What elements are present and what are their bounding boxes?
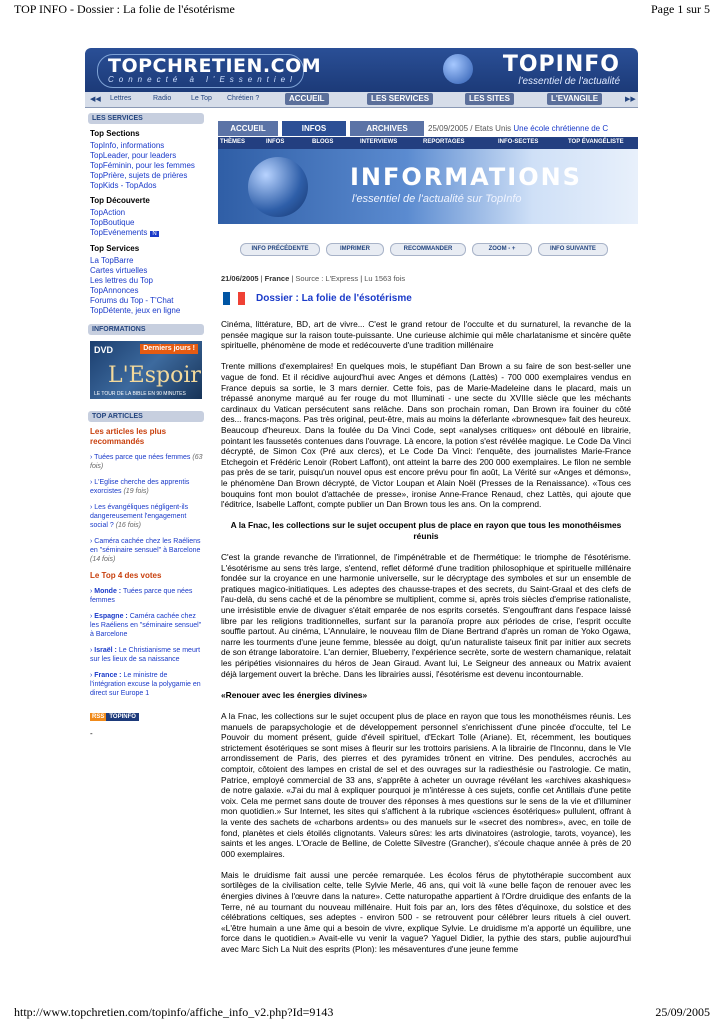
article-subheading: «Renouer avec les énergies divines» (221, 689, 368, 700)
article-paragraph: C'est la grande revanche de l'irrationnel, de l'impénétrable et de l'hermétique: le triomphe de l'ésotérisme. L'ésotérisme au sens très large, s'entend, reflet déformé d'une tradition philosophique et spirituelle millénaire fondée sur la croyance en une harmonie universelle, sur le décryptage des symboles et sur un ensemble de pratiques magico-initiatiques. Les adeptes des chausse-trapes et des secrets, du Saint-Graal et des clefs de l'au-delà, du sens caché et de la pénombre se multiplient, comme si, après trois siècles d'emprise rationaliste, une irrésistible envie de divaguer s'était emparée de nos esprits corsetés. S'engouffrant dans l'espace laissé libre par les religions traditionnelles, surfant sur la paranoïa propre aux périodes de crise, l'esprit occulte souffle partout. Au cinéma, L'Annulaire, le nouveau film de Diane Bertrand d'après un roman de Yoko Ogawa, narre les tourments d'une jeune femme, blessée au doigt, qu'un naturaliste taiseux finit par initier aux secrets de son étrange laboratoire. L'an dernier, Blueberry, l'expérience secrète, sorte de western chamanique, relatait les péripéties visionnaires du héros de Jean Giraud. Avant lui, Le Seigneur des anneaux ou Matrix avaient déjà largement ouvert la brèche. Dans les librairies aussi, l'ésotérisme est devenu incontournable. (221, 552, 631, 679)
informations-hero (218, 149, 638, 224)
subnav-reportages[interactable]: REPORTAGES (423, 139, 465, 145)
subnav-interviews[interactable]: INTERVIEWS (360, 139, 398, 145)
topinfo-tagline: l'essentiel de l'actualité (518, 76, 620, 87)
article-title: Dossier : La folie de l'ésotérisme (256, 293, 412, 304)
sidebar-link[interactable]: TopFéminin, pour les femmes (90, 161, 195, 170)
top4-text: Tuées parce que nées femmes (90, 588, 193, 604)
previous-info-button[interactable]: INFO PRÉCÉDENTE (240, 243, 320, 256)
ad-title: L'Espoir (108, 363, 201, 388)
next-info-button[interactable]: INFO SUIVANTE (538, 243, 608, 256)
ticker-headline-link[interactable]: Une école chrétienne de C (513, 124, 609, 133)
recommended-text: Les évangéliques négligent-ils dangereusement l'engagement social ? (90, 504, 189, 529)
ticker (428, 124, 608, 133)
sidebar-dash: - (90, 729, 93, 738)
nav-chretien[interactable]: Chrétien ? (227, 95, 260, 102)
article-body (221, 319, 631, 965)
recommended-title: Les articles les plus recommandés (90, 427, 167, 446)
recommended-text: Caméra cachée chez les Raéliens en "séminaire sensuel" à Barcelone (90, 538, 201, 554)
recommended-count: (63 fois) (90, 454, 203, 470)
nav-evangile-button[interactable]: L'EVANGILE (547, 93, 602, 105)
sidebar-link[interactable]: TopBoutique (90, 218, 135, 227)
nav-arrow-left-icon[interactable]: ◀◀ (90, 96, 101, 103)
top-services-title: Top Services (90, 244, 140, 253)
article-paragraph: Trente millions d'exemplaires! En quelques mois, le stupéfiant Dan Brown a su faire de son best-seller une vague de fond. Et il récidive aujourd'hui avec Anges et démons (Lattès) - 700 000 exemplaires vendus en France depuis sa sortie, le 3 mars dernier. Cette fois, pas de Marie-Madeleine dans le placard, mais un trépassé anonyme marqué au fer rouge du mot Illuminati - une secte du XVIIIe siècle que les méchants cardinaux du Vatican persécutent sans relâche. Dans son prochain roman, Dan Brown ira fouiner du côté des... francs-maçons. Pas très original, peut-être, mais au moins la déferlante «brownesque» fait des heureux. Beaucoup d'heureux. Dans la foulée du Da Vinci Code, sept «analyses critiques» ont déboulé en librairie, pointant les faussetés contenues dans l'ouvrage. Là encore, la potion s'est révélée magique. Le Code Da Vinci décrypté, de Simon Cox (Pré aux clercs), et Le Code Da Vinci: l'enquête, des journalistes Marie-France Etchegoin et Frédéric Lenoir (Robert Laffont), ont atteint la barre des 200 000 exemplaires. Le filon ne semble pas près de se tarir, puisqu'un nouvel opus est encore prévu pour fin août, La Vérité sur «Anges et démons», le phénomène Dan Brown décrypté, de Victor Loupan et Alain Noël (Presses de la Renaissance). «Tous ces bouquins font mon boulot d'attachée de presse», ironise Anne-France Renaud, chez Lattès, qui ajoute que l'éditrice, Isabelle Laffont, compte publier un Dan Brown tous les ans. On la comprend. (221, 361, 631, 510)
print-button[interactable]: IMPRIMER (326, 243, 384, 256)
article-paragraph: Cinéma, littérature, BD, art de vivre... C'est le grand retour de l'occulte et du surnaturel, la revanche de la pensée magique sur la raison toute-puissante. Une curieuse alchimie qui mêle charlatanisme et sincère quête spirituelle, phénomène de mode et redécouverte d'une tradition millénaire (221, 319, 631, 351)
nav-sites-button[interactable]: LES SITES (465, 93, 514, 105)
flag-red (238, 292, 245, 305)
list-item[interactable]: › France : Le ministre de l'intégration excuse la polygamie en direct sur Europe 1 (90, 672, 201, 697)
recommended-count: (19 fois) (123, 488, 149, 495)
top-decouverte-title: Top Découverte (90, 196, 150, 205)
article-paragraph: Mais le druidisme fait aussi une percée remarquée. Les écolos férus de phytothérapie succombent aux sortilèges de la civilisation celte, telle Sylvie Merle, 46 ans, qui voit là «une belle façon de renouer avec les énergies divines à l'œuvre dans la nature». Cette naturopathe appartient à l'Ordre druidique des enfants de la Terre, né au tournant du nouveau millénaire. Huit fois par an, lors des fêtes d'équinoxe, du solstice et des célébrations celtiques, ses adeptes - environ 500 - se retrouvent pour célébrer leurs rituels à ciel ouvert. «L'être humain a une âme qui a besoin de vivre, explique Sylvie. Le druidisme m'a apporté un équilibre, une force dans le quotidien.» Avait-elle vu venir la vague? Yaguel Didier, la pythie des stars, publie aujourd'hui avec Marc Sich La Nuit des esprits (Plon): les mésaventures d'une jeune femme (221, 869, 631, 955)
france-flag-icon (223, 292, 245, 305)
top4-text: Le ministre de l'intégration excuse la polygamie en direct sur Europe 1 (90, 672, 201, 697)
section-tabs (218, 121, 638, 137)
article-source: Source : L'Express (295, 274, 359, 283)
print-date: 25/09/2005 (655, 1005, 710, 1019)
tab-archives[interactable]: ARCHIVES (350, 121, 424, 136)
tab-accueil[interactable]: ACCUEIL (218, 121, 278, 136)
nav-lettres[interactable]: Lettres (110, 95, 132, 102)
top4-text: Le Christianisme se meurt sur les lieux de sa naissance (90, 647, 201, 663)
recommended-text: L'Eglise cherche des apprentis exorcistes (90, 479, 190, 495)
sidebar-link[interactable]: TopPrière, sujets de prières (90, 171, 188, 180)
article-paragraph: A la Fnac, les collections sur le sujet occupent plus de place en rayon que tous les monothéismes réunis. Les manuels de parapsychologie et de développement personnel s'enrichissent d'une pincée d'occulte, tel Le Pouvoir du moment présent, guide d'éveil spirituel, d'Eckart Tolle (Ariane). Et, récemment, les boutiques strictement ésotériques se sont mises à fleurir sur les trottoirs parisiens. A la librairie de l'Inconnu, dans le VIe arrondissement de Paris, des pierres et des pyramides trônent en vitrine. Des pendules, accrochés au comptoir, côtoient des lampes en cristal de sel et des ouvrages sur la radiesthésie ou l'astrologie. Ce matin, Patrice, employé commercial de 33 ans, s'apprête à acheter un ouvrage révélant les «archives akashiques» de notre galaxie. «J'ai du mal à expliquer pourquoi je m'intéresse à ces sujets, confie cet Antillais d'une petite voix. Cela me permet sans doute de trouver des réponses à mes questions sur le sens de la vie et d'illuminer mon quotidien.» Sur Internet, les sites qui s'affichent à la rubrique «sciences ésotériques» pullulent, offrant à la vente des sachets de «charbons ardents» ou des manuels sur le «secret des nombres», avec, en toile de fond, planètes et ciels étoilés clignotants. Valeurs sûres: les arts divinatoires (astrologie, tarots, voyance), les saints et les anges. L'Oracle de Belline, de Colette Silvestre (Grancher), s'écoule chaque année à près de 20 000 exemplaires. (221, 710, 631, 859)
rss-topinfo-label: TOPINFO (106, 713, 139, 721)
site-banner (85, 48, 638, 92)
top4-label: Israël : (94, 647, 117, 654)
new-badge: N (152, 231, 157, 237)
list-item[interactable]: › Tuées parce que nées femmes (63 fois) (90, 454, 203, 470)
article-reads: Lu 1563 fois (364, 274, 406, 283)
list-item[interactable]: › L'Eglise cherche des apprentis exorcistes (19 fois) (90, 479, 190, 495)
topchretien-logo-text: TOPCHRETIEN.COM (108, 55, 322, 77)
nav-arrow-right-icon[interactable]: ▶▶ (625, 96, 636, 103)
topinfo-logo[interactable] (424, 52, 624, 88)
top-sections-title: Top Sections (90, 129, 140, 138)
topchretien-tagline: Connecté à l'Essentiel (108, 75, 297, 84)
rss-topinfo-button[interactable] (90, 714, 139, 720)
nav-accueil-button[interactable]: ACCUEIL (285, 93, 329, 105)
hero-subtitle: l'essentiel de l'actualité sur TopInfo (352, 193, 522, 205)
espoir-dvd-ad[interactable] (90, 341, 202, 399)
article-country: France (264, 274, 290, 283)
subnav-blogs[interactable]: BLOGS (312, 139, 334, 145)
flag-white (230, 292, 237, 305)
ad-badge: Derniers jours ! (140, 344, 198, 354)
sidebar-link[interactable]: TopInfo, informations (90, 141, 165, 150)
list-item[interactable]: › Les évangéliques négligent-ils dangereusement l'engagement social ? (16 fois) (90, 504, 189, 529)
nav-le-top[interactable]: Le Top (191, 95, 212, 102)
sidebar-link[interactable]: TopAction (90, 208, 126, 217)
sidebar-link[interactable]: Forums du Top - T'Chat (90, 296, 174, 305)
print-title: TOP INFO - Dossier : La folie de l'ésotérisme (14, 2, 235, 16)
print-page-number: Page 1 sur 5 (651, 2, 710, 16)
list-item[interactable]: › Caméra cachée chez les Raéliens en "séminaire sensuel" à Barcelone (14 fois) (90, 538, 201, 563)
sidebar-link-topevenements[interactable] (90, 228, 204, 239)
subnav-infos[interactable]: INFOS (266, 139, 285, 145)
top4-label: Espagne : (94, 613, 128, 620)
topinfo-logo-text: TOPINFO (502, 52, 620, 77)
sidebar-link[interactable]: Les lettres du Top (90, 276, 154, 285)
print-url: http://www.topchretien.com/topinfo/affiche_info_v2.php?Id=9143 (14, 1005, 334, 1019)
recommended-count: (16 fois) (115, 522, 141, 529)
article-toolbar (240, 243, 640, 255)
subnav-top-evangeliste[interactable]: TOP ÉVANGÉLISTE (568, 139, 624, 145)
sidebar-link[interactable]: Cartes virtuelles (90, 266, 148, 275)
list-item[interactable]: › Monde : Tuées parce que nées femmes (90, 588, 193, 604)
flag-blue (223, 292, 230, 305)
ad-caption: LE TOUR DE LA BIBLE EN 90 MINUTES (94, 391, 186, 397)
zoom-control[interactable]: ZOOM - + (472, 243, 532, 256)
subnav-themes[interactable]: THÈMES (220, 139, 246, 145)
tab-infos[interactable]: INFOS (282, 121, 346, 136)
sidebar-link[interactable]: TopAnnonces (90, 286, 139, 295)
hero-title: INFORMATIONS (350, 163, 582, 191)
sidebar-link[interactable]: TopLeader, pour leaders (90, 151, 177, 160)
sidebar-link[interactable]: TopDétente, jeux en ligne (90, 306, 181, 315)
top4-label: Monde : (94, 588, 122, 595)
nav-radio[interactable]: Radio (153, 95, 172, 102)
recommended-count: (14 fois) (90, 556, 116, 563)
ticker-date: 25/09/2005 / Etats Unis (428, 124, 512, 133)
nav-services-button[interactable]: LES SERVICES (367, 93, 433, 105)
sidebar-link[interactable]: TopKids - TopAdos (90, 181, 157, 190)
rss-label: RSS (92, 714, 105, 720)
informations-header: INFORMATIONS (88, 324, 204, 335)
article-date: 21/06/2005 (221, 274, 259, 283)
ad-dvd-label: DVD (94, 345, 114, 355)
sidebar-link-label: TopEvénements (90, 228, 148, 237)
subnav-info-sectes[interactable]: INFO-SECTES (498, 139, 539, 145)
top-navbar (85, 92, 638, 108)
services-header: LES SERVICES (88, 113, 204, 124)
recommend-button[interactable]: RECOMMANDER (390, 243, 466, 256)
sidebar-link[interactable]: La TopBarre (90, 256, 134, 265)
top4-text: Caméra cachée chez les Raéliens en "séminaire sensuel" à Barcelone (90, 613, 202, 638)
sub-navigation (218, 137, 638, 149)
article-meta: 21/06/2005 | France | Source : L'Express | Lu 1563 fois (221, 274, 406, 283)
top4-label: France : (94, 672, 122, 679)
left-sidebar (88, 113, 204, 738)
list-item[interactable]: › Israël : Le Christianisme se meurt sur les lieux de sa naissance (90, 647, 201, 663)
top-articles-header: TOP ARTICLES (88, 411, 204, 422)
topchretien-logo[interactable] (97, 54, 322, 88)
top4-title: Le Top 4 des votes (90, 571, 162, 580)
recommended-text: Tuées parce que nées femmes (94, 454, 191, 461)
globe-icon (248, 157, 308, 217)
article-subheading: A la Fnac, les collections sur le sujet occupent plus de place en rayon que tous les monothéismes réunis (230, 520, 622, 541)
list-item[interactable]: › Espagne : Caméra cachée chez les Raéliens en "séminaire sensuel" à Barcelone (90, 613, 202, 638)
